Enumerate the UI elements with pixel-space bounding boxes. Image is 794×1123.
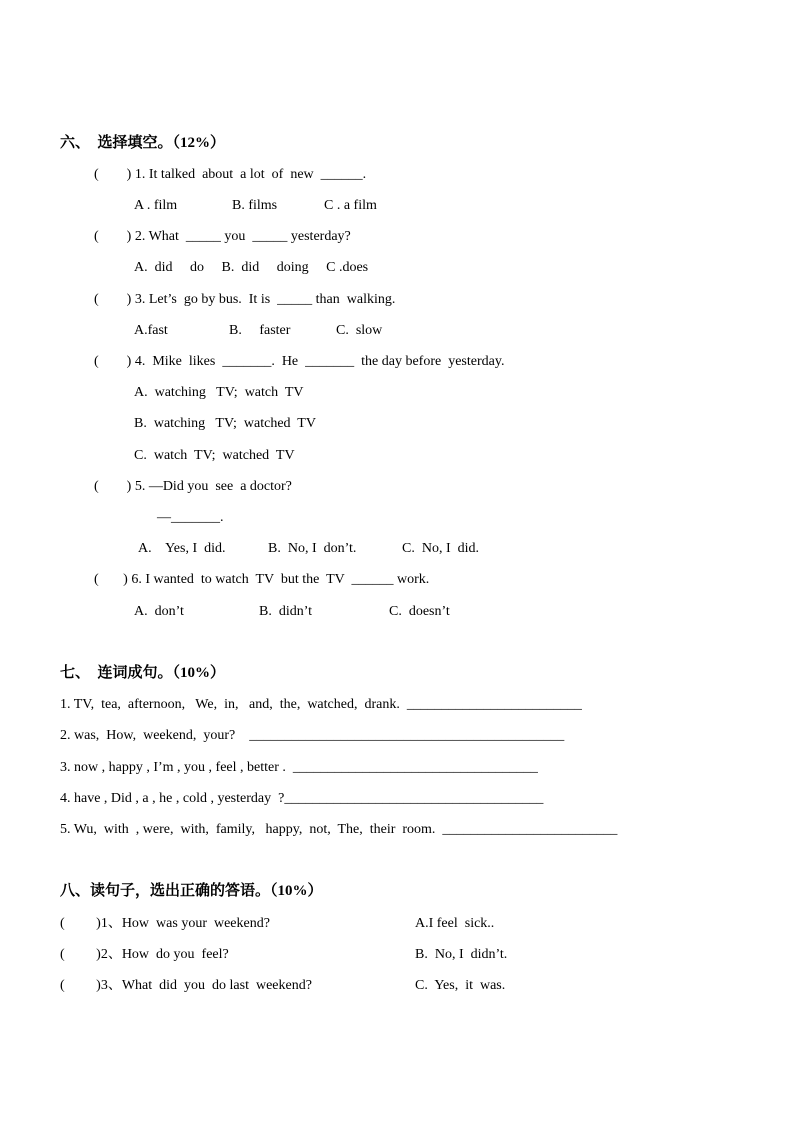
q3-option-a: A.fast (134, 323, 168, 338)
q5-option-a: A. Yes, I did. (138, 541, 226, 556)
question-5-stem: ( ) 5. —Did you see a doctor? (94, 479, 292, 494)
section-7-item-3: 3. now , happy , I’m , you , feel , better . ___________________________________ (60, 760, 538, 775)
q2-options: A. did do B. did doing C .does (134, 260, 369, 275)
section-8-question-2: ( )2、How do you feel? (60, 947, 229, 962)
q5-answer-line: —_______. (157, 510, 224, 525)
section-7-item-5: 5. Wu, with , were, with, family, happy, not, The, their room. _________________________ (60, 822, 618, 837)
q3-option-c: C. slow (336, 323, 383, 338)
section-7-item-4: 4. have , Did , a , he , cold , yesterday ?_____________________________________ (60, 791, 544, 806)
question-4-stem: ( ) 4. Mike likes _______. He _______ the day before yesterday. (94, 354, 505, 369)
question-3-stem: ( ) 3. Let’s go by bus. It is _____ than walking. (94, 292, 396, 307)
q1-option-a: A . film (134, 198, 178, 213)
section-7-item-1: 1. TV, tea, afternoon, We, in, and, the, watched, drank. _________________________ (60, 697, 582, 712)
section-7-title: 七、 连词成句。（10%） (60, 665, 226, 681)
question-1-stem: ( ) 1. It talked about a lot of new ______. (94, 167, 367, 182)
section-6-title: 六、 选择填空。（12%） (60, 135, 226, 151)
question-2-stem: ( ) 2. What _____ you _____ yesterday? (94, 229, 351, 244)
q1-option-b: B. films (232, 198, 278, 213)
section-7-item-2: 2. was, How, weekend, your? _____________________________________________ (60, 728, 565, 743)
q4-option-c: C. watch TV; watched TV (134, 448, 295, 463)
section-8-answer-a: A.I feel sick.. (415, 916, 495, 931)
q5-option-c: C. No, I did. (402, 541, 479, 556)
q3-option-b: B. faster (229, 323, 291, 338)
q4-option-b: B. watching TV; watched TV (134, 416, 316, 431)
q6-option-b: B. didn’t (259, 604, 313, 619)
section-8-question-3: ( )3、What did you do last weekend? (60, 978, 312, 993)
section-8-title: 八、读句子，选出正确的答语。（10%） (60, 883, 323, 899)
question-6-stem: ( ) 6. I wanted to watch TV but the TV ______ work. (94, 572, 430, 587)
q6-option-a: A. don’t (134, 604, 184, 619)
section-8-answer-b: B. No, I didn’t. (415, 947, 508, 962)
section-8-answer-c: C. Yes, it was. (415, 978, 506, 993)
q1-option-c: C . a film (324, 198, 377, 213)
q4-option-a: A. watching TV; watch TV (134, 385, 304, 400)
q6-option-c: C. doesn’t (389, 604, 450, 619)
q5-option-b: B. No, I don’t. (268, 541, 357, 556)
section-8-question-1: ( )1、How was your weekend? (60, 916, 270, 931)
